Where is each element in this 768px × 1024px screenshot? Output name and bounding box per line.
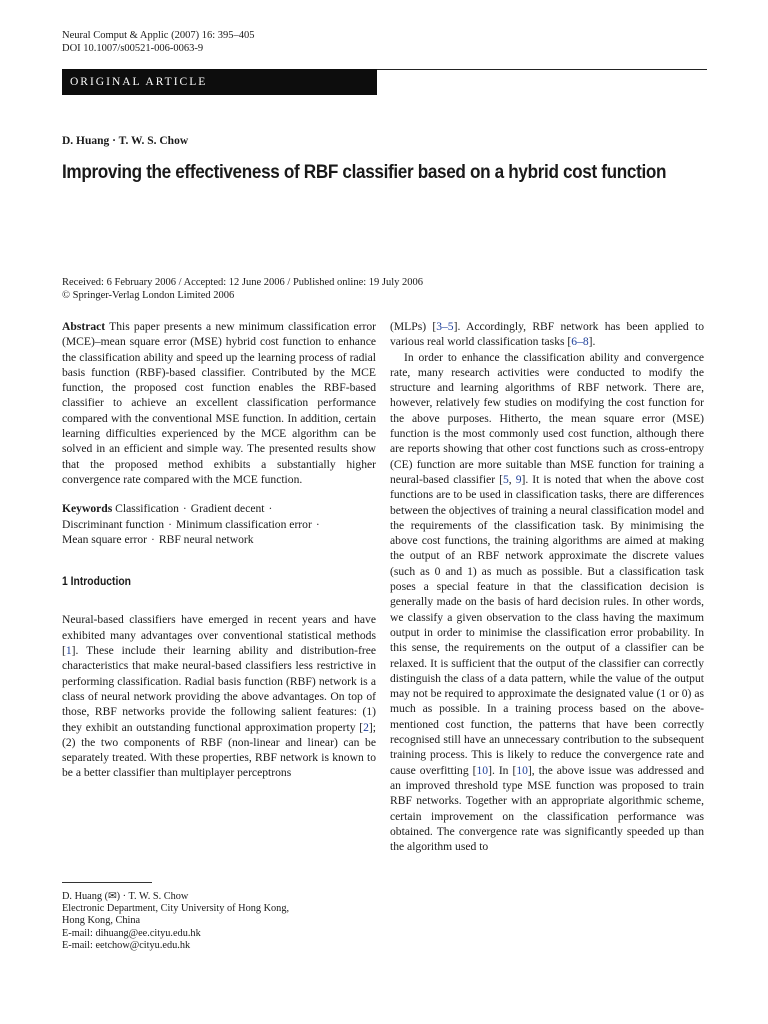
footnote-affiliation: Electronic Department, City University of Hong Kong, bbox=[62, 903, 290, 915]
section-heading-introduction: 1 Introduction bbox=[62, 576, 132, 589]
header-rule-row bbox=[62, 69, 707, 95]
body-text: In order to enhance the classification ability and convergence rate, many research activities were conducted to modify the structure and learning algorithms of RBF network. There are, however, relatively few studies on modifying the cost function for the above purposes. Hitherto, the mean square error (MSE) function is the most commonly used cost function, although there are reports showing that other cost functions such as cross-entropy (CE) function are more suitable than MSE function for training a neural-based classifier [ bbox=[390, 350, 704, 486]
footnote-authors: D. Huang (✉) · T. W. S. Chow bbox=[62, 891, 189, 902]
citation-link[interactable]: 9 bbox=[515, 472, 522, 486]
citation-link[interactable]: 5 bbox=[502, 472, 509, 486]
body-text: ]. It is noted that when the above cost functions are to be used in classification tasks, there are differences between the objectives of training a neural classification model and the requirements of the classification task. By minimising the above cost functions, the training algorithms are aimed at making the output of an RBF network approximate the discrete values (such as 0 and 1) as much as possible. But a classification task poses a special feature in that the classification decision is generally made on the basis of hard decision rules. In other words, we classify a given observation to the class having the maximum output in order to minimise the classification error probability. In this sense, the requirements on the output of a classifier can be relaxed. It is sufficient that the output of the classifier can correctly distinguish the class of a data pattern, while the value of the output may not be required to approximate the designated value (1 or 0) as much as possible. In a training process based on the above-mentioned cost function, the patterns that have been correctly recognised still have an unnecessary contribution to the subsequent training process. This is likely to reduce the convergence rate and cause overfitting [ bbox=[390, 472, 705, 777]
journal-header bbox=[62, 30, 707, 55]
right-column bbox=[390, 319, 704, 854]
footnote-email: E-mail: dihuang@ee.cityu.edu.hk bbox=[62, 927, 201, 939]
body-paragraph bbox=[390, 350, 704, 855]
keyword-separator: · bbox=[150, 532, 155, 546]
keywords bbox=[62, 501, 376, 547]
author-line: D. Huang · T. W. S. Chow bbox=[62, 135, 189, 147]
keyword-item: RBF neural network bbox=[158, 532, 254, 546]
citation-link[interactable]: 10 bbox=[516, 763, 528, 777]
body-text: ]. In [ bbox=[488, 763, 517, 777]
citation-link[interactable]: 1 bbox=[65, 644, 72, 658]
footnote-email: E-mail: eetchow@cityu.edu.hk bbox=[62, 939, 191, 951]
author-affiliation-footnote bbox=[62, 882, 376, 952]
keyword-item: Mean square error bbox=[62, 532, 147, 546]
doi: DOI 10.1007/s00521-006-0063-9 bbox=[62, 42, 204, 54]
body-text: ], the above issue was addressed and an improved threshold type MSE function was proposed to train RBF networks. Together with an appropriate algorithmic scheme, certain improvement on the classification performance was obtained. The convergence rate was significantly speeded up than the algorithm used to bbox=[390, 763, 705, 854]
citation-link[interactable]: 3–5 bbox=[436, 320, 454, 333]
body-text: (MLPs) [ bbox=[390, 320, 437, 333]
left-column bbox=[62, 319, 376, 781]
article-title: Improving the effectiveness of RBF classifier based on a hybrid cost function bbox=[62, 161, 667, 183]
footnote-rule bbox=[62, 882, 152, 883]
abstract bbox=[62, 319, 376, 487]
citation-link[interactable]: 6–8 bbox=[571, 335, 589, 349]
keywords-label: Keywords bbox=[62, 502, 113, 516]
footnote-location: Hong Kong, China bbox=[62, 915, 141, 927]
keyword-item: Classification bbox=[115, 502, 179, 516]
keyword-separator: · bbox=[268, 502, 273, 516]
keyword-item: Discriminant function bbox=[62, 517, 165, 531]
body-text: ]. These include their learning ability and distribution-free characteristics that make neural-based classifiers less restrictive in performing classification. Radial basis function (RBF) network is a class of neural network providing the above advantages. On top of those, RBF networks provide the following salient features: (1) they exhibit an outstanding functional approximation property [ bbox=[62, 644, 376, 734]
copyright-line: © Springer-Verlag London Limited 2006 bbox=[62, 289, 235, 301]
dates-line: Received: 6 February 2006 / Accepted: 12 June 2006 / Published online: 19 July 2006 bbox=[62, 277, 424, 288]
journal-citation: Neural Comput & Applic (2007) 16: 395–405 bbox=[62, 30, 255, 41]
abstract-label: Abstract bbox=[62, 320, 106, 333]
citation-link[interactable]: 2 bbox=[363, 720, 369, 734]
body-text: Neural-based classifiers have emerged in recent years and have exhibited many advantages over conventional statistical methods [ bbox=[62, 613, 376, 658]
abstract-text: This paper presents a new minimum classification error (MCE)–mean square error (MSE) hybrid cost function to enhance the classification ability and speed up the learning process of radial basis function (RBF)-based classifier. Contributed by the MCE function, the proposed cost function enables the RBF-based classifier to achieve an excellent classification performance compared with the conventional MSE function. In addition, certain learning difficulties experienced by the MCE algorithm can be solved in an efficient and simple way. The presented results show that the proposed method exhibits a substantially higher convergence rate compared with the MCE function. bbox=[62, 320, 376, 486]
keyword-item: Minimum classification error bbox=[175, 517, 312, 531]
article-type-banner: ORIGINAL ARTICLE bbox=[62, 69, 377, 95]
keyword-separator: · bbox=[315, 517, 320, 531]
body-paragraph bbox=[390, 319, 704, 350]
body-text: , bbox=[508, 472, 516, 486]
keyword-separator: · bbox=[168, 517, 172, 531]
keyword-separator: · bbox=[182, 502, 187, 516]
intro-paragraph bbox=[62, 612, 376, 780]
body-text: ]. Accordingly, RBF network has been applied to various real world classification tasks [ bbox=[390, 320, 704, 349]
keyword-item: Gradient decent bbox=[190, 502, 265, 516]
citation-link[interactable]: 10 bbox=[476, 763, 489, 777]
publication-dates bbox=[62, 277, 423, 302]
article-page bbox=[62, 30, 707, 951]
body-text: ]. bbox=[588, 335, 596, 349]
body-text: ]; (2) the two components of RBF (non-linear and linear) can be separately treated. With these properties, RBF network is known to be a better classifier than multiplayer perceptrons bbox=[62, 720, 376, 780]
